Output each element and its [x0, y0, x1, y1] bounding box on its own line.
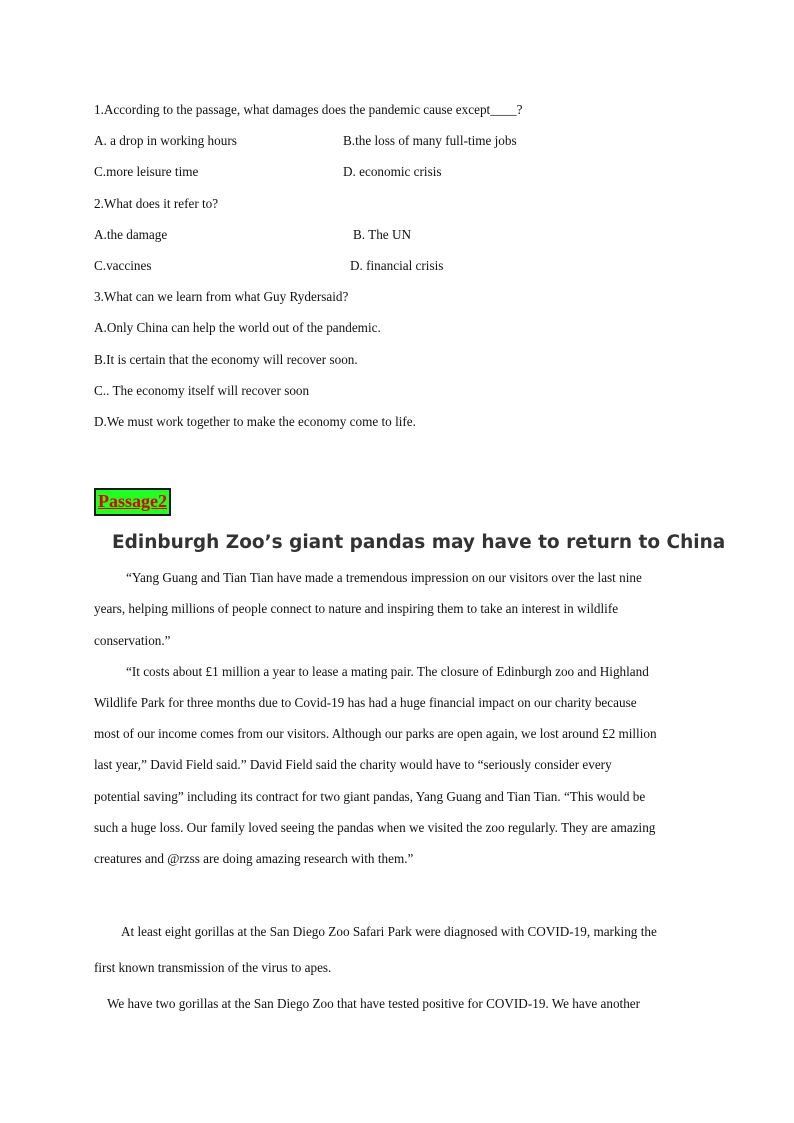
passage-label: Passage2: [94, 488, 171, 516]
paragraph-3-line-1: At least eight gorillas at the San Diego Zoo Safari Park were diagnosed with COVID-19, marking the: [121, 924, 657, 939]
paragraph-1-line-1: “Yang Guang and Tian Tian have made a tremendous impression on our visitors over the last nine: [126, 570, 642, 585]
paragraph-3-line-2: first known transmission of the virus to apes.: [94, 960, 332, 975]
question-2-option-c: C.vaccines: [94, 258, 152, 273]
question-3-option-d: D.We must work together to make the economy come to life.: [94, 414, 416, 429]
question-1-option-a: A. a drop in working hours: [94, 133, 237, 148]
paragraph-1-line-3: conservation.”: [94, 633, 171, 648]
question-3-option-b: B.It is certain that the economy will recover soon.: [94, 352, 358, 367]
question-1-option-b: B.the loss of many full-time jobs: [343, 133, 517, 148]
paragraph-2-line-1: “It costs about £1 million a year to lease a mating pair. The closure of Edinburgh zoo and Highland: [126, 664, 649, 679]
question-1-option-c: C.more leisure time: [94, 164, 199, 179]
paragraph-2-line-5: potential saving” including its contract for two giant pandas, Yang Guang and Tian Tian. “This would be: [94, 789, 646, 804]
paragraph-2-line-6: such a huge loss. Our family loved seeing the pandas when we visited the zoo regularly. They are amazing: [94, 820, 656, 835]
question-1-stem: 1.According to the passage, what damages does the pandemic cause except____?: [94, 102, 523, 117]
question-1-option-d: D. economic crisis: [343, 164, 442, 179]
question-2-option-d: D. financial crisis: [350, 258, 444, 273]
question-2-option-b: B. The UN: [353, 227, 411, 242]
question-3-stem: 3.What can we learn from what Guy Rydersaid?: [94, 289, 349, 304]
paragraph-2-line-7: creatures and @rzss are doing amazing research with them.”: [94, 851, 414, 866]
question-2-stem: 2.What does it refer to?: [94, 196, 219, 211]
paragraph-1-line-2: years, helping millions of people connect to nature and inspiring them to take an interest in wildlife: [94, 601, 619, 616]
paragraph-2-line-2: Wildlife Park for three months due to Covid-19 has had a huge financial impact on our charity because: [94, 695, 637, 710]
question-3-option-a: A.Only China can help the world out of the pandemic.: [94, 320, 381, 335]
paragraph-2-line-4: last year,” David Field said.” David Field said the charity would have to “seriously consider every: [94, 757, 612, 772]
question-2-option-a: A.the damage: [94, 227, 168, 242]
article-title: Edinburgh Zoo’s giant pandas may have to return to China: [112, 532, 726, 553]
question-3-option-c: C.. The economy itself will recover soon: [94, 383, 310, 398]
paragraph-2-line-3: most of our income comes from our visitors. Although our parks are open again, we lost around £2 million: [94, 726, 657, 741]
paragraph-4-line-1: We have two gorillas at the San Diego Zoo that have tested positive for COVID-19. We have another: [107, 996, 641, 1011]
